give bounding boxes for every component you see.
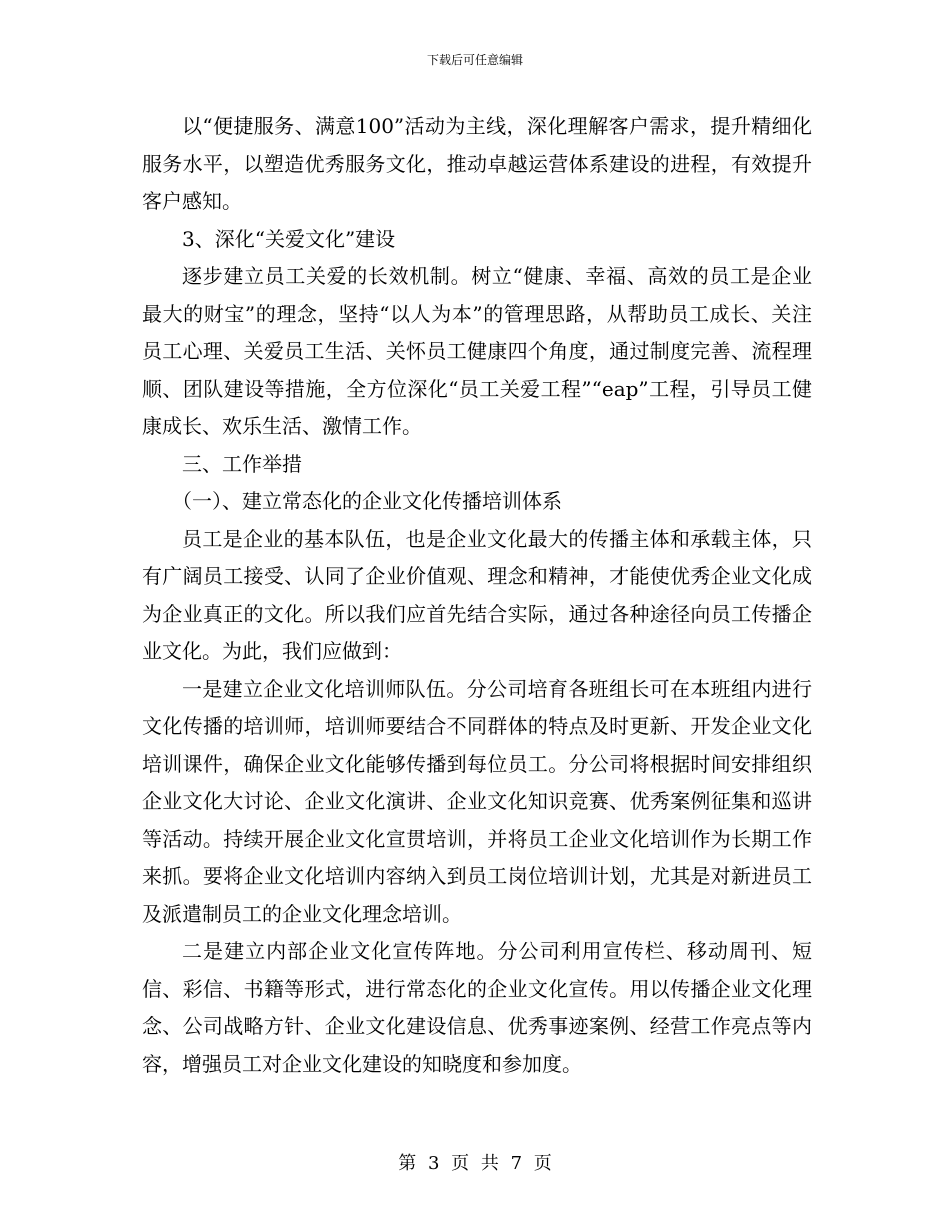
paragraph-trainer-team: 一是建立企业文化培训师队伍。分公司培育各班组长可在本班组内进行文化传播的培训师，培训师要结合不同群体的特点及时更新、开发企业文化培训课件，确保企业文化能够传播到每位员工。分公司将根据时间安排组织企业文化大讨论、企业文化演讲、企业文化知识竞赛、优秀案例征集和巡讲等活动。持续开展企业文化宣贯培训，并将员工企业文化培训作为长期工作来抓。要将企业文化培训内容纳入到员工岗位培训计划，尤其是对新进员工及派遣制员工的企业文化理念培训。 bbox=[142, 676, 812, 926]
paragraph-internal-publicity: 二是建立内部企业文化宣传阵地。分公司利用宣传栏、移动周刊、短信、彩信、书籍等形式，进行常态化的企业文化宣传。用以传播企业文化理念、公司战略方针、企业文化建设信息、优秀事迹案例、经营工作亮点等内容，增强员工对企业文化建设的知晓度和参加度。 bbox=[142, 939, 812, 1076]
paragraph-care-culture: 逐步建立员工关爱的长效机制。树立“健康、幸福、高效的员工是企业最大的财宝”的理念，坚持“以人为本”的管理思路，从帮助员工成长、关注员工心理、关爱员工生活、关怀员工健康四个角度，通过制度完善、流程理顺、团队建设等措施，全方位深化“员工关爱工程”“eap”工程，引导员工健康成长、欢乐生活、激情工作。 bbox=[142, 264, 812, 438]
section-heading-work-measures: 三、工作举措 bbox=[182, 451, 302, 476]
subsection-heading-training-system: （一）、建立常态化的企业文化传播培训体系 bbox=[172, 489, 562, 513]
page-header: 下载后可任意编辑 bbox=[426, 53, 523, 67]
page-number: 第 3 页 共 7 页 bbox=[398, 1153, 552, 1174]
paragraph-employee-culture: 员工是企业的基本队伍，也是企业文化最大的传播主体和承载主体，只有广阔员工接受、认同了企业价值观、理念和精神，才能使优秀企业文化成为企业真正的文化。所以我们应首先结合实际，通过各种途径向员工传播企业文化。为此，我们应做到： bbox=[142, 526, 812, 663]
document-body bbox=[142, 108, 812, 1083]
section-heading-care-culture: 3、深化“关爱文化”建设 bbox=[182, 226, 396, 251]
paragraph-service-culture: 以“便捷服务、满意100”活动为主线，深化理解客户需求，提升精细化服务水平，以塑造优秀服务文化，推动卓越运营体系建设的进程，有效提升客户感知。 bbox=[142, 114, 812, 213]
